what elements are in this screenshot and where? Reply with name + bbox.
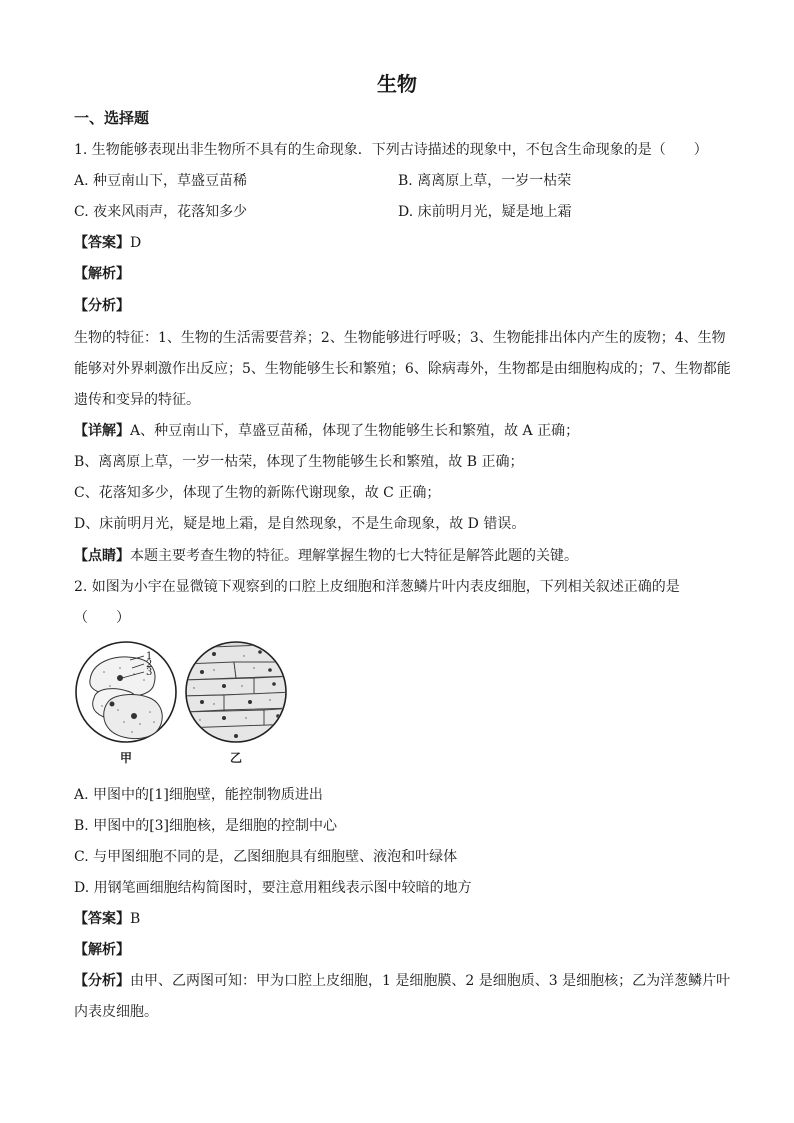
q1-answer bbox=[74, 233, 141, 253]
fenxi-text: 由甲、乙两图可知：甲为口腔上皮细胞，1 是细胞膜、2 是细胞质、3 是细胞核；乙为洋葱鳞片叶 bbox=[130, 973, 731, 989]
q2-analysis-line-1 bbox=[74, 971, 730, 991]
q2-option-a: A. 甲图中的[1]细胞壁，能控制物质进出 bbox=[74, 787, 323, 803]
answer-label: 【答案】 bbox=[74, 911, 130, 927]
fig-number-3: 3 bbox=[146, 667, 153, 678]
fig-number-2: 2 bbox=[146, 659, 153, 670]
fig-label-yi: 乙 bbox=[230, 751, 243, 765]
fig-label-jia: 甲 bbox=[120, 751, 133, 765]
page-title: 生物 bbox=[377, 72, 417, 96]
cell-figure bbox=[74, 640, 314, 770]
q2-answer bbox=[74, 909, 140, 929]
q1-option-a: A. 种豆南山下，草盛豆苗稀 bbox=[74, 173, 248, 189]
q1-analysis-line-3: 遗传和变异的特征。 bbox=[74, 392, 200, 408]
cell-diagram bbox=[74, 640, 314, 770]
detail-text: A、种豆南山下，草盛豆苗稀，体现了生物能够生长和繁殖，故 A 正确； bbox=[130, 423, 580, 439]
q2-analysis-line-2: 内表皮细胞。 bbox=[74, 1004, 158, 1020]
detail-label: 【详解】 bbox=[74, 423, 130, 439]
q2-stem-line-1: 2. 如图为小宇在显微镜下观察到的口腔上皮细胞和洋葱鳞片叶内表皮细胞，下列相关叙述正确的是 bbox=[74, 579, 680, 595]
q1-option-c: C. 夜来风雨声，花落知多少 bbox=[74, 204, 248, 220]
q2-option-c: C. 与甲图细胞不同的是，乙图细胞具有细胞壁、液泡和叶绿体 bbox=[74, 849, 458, 865]
q1-detail-line-4: D、床前明月光，疑是地上霜，是自然现象，不是生命现象，故 D 错误。 bbox=[74, 516, 526, 532]
figure-jia bbox=[76, 642, 176, 742]
q1-stem: 1. 生物能够表现出非生物所不具有的生命现象．下列古诗描述的现象中，不包含生命现象的是（ ） bbox=[74, 142, 708, 158]
q1-fenxi-label: 【分析】 bbox=[74, 298, 130, 314]
q1-detail-line-2: B、离离原上草，一岁一枯荣，体现了生物能够生长和繁殖，故 B 正确； bbox=[74, 454, 524, 470]
q2-option-d: D. 用钢笔画细胞结构简图时，要注意用粗线表示图中较暗的地方 bbox=[74, 880, 472, 896]
comment-label: 【点睛】 bbox=[74, 548, 130, 564]
answer-value: D bbox=[130, 235, 142, 251]
fenxi-label: 【分析】 bbox=[74, 973, 130, 989]
q1-detail-line-3: C、花落知多少，体现了生物的新陈代谢现象，故 C 正确； bbox=[74, 485, 441, 501]
answer-value: B bbox=[130, 911, 141, 927]
section-heading: 一、选择题 bbox=[74, 109, 150, 127]
q1-detail-line-1 bbox=[74, 421, 579, 441]
q2-stem-line-2: （ ） bbox=[74, 610, 130, 626]
q2-option-b: B. 甲图中的[3]细胞核，是细胞的控制中心 bbox=[74, 818, 338, 834]
q1-analysis-line-2: 能够对外界刺激作出反应；5、生物能够生长和繁殖；6、除病毒外，生物都是由细胞构成的；7、生物都能 bbox=[74, 361, 731, 377]
q1-option-d: D. 床前明月光，疑是地上霜 bbox=[398, 204, 572, 220]
comment-text: 本题主要考查生物的特征。理解掌握生物的七大特征是解答此题的关键。 bbox=[130, 548, 578, 564]
q1-jiexi-label: 【解析】 bbox=[74, 266, 130, 282]
q1-option-b: B. 离离原上草，一岁一枯荣 bbox=[398, 173, 572, 189]
figure-yi bbox=[184, 642, 294, 750]
fig-number-1: 1 bbox=[146, 651, 153, 662]
q2-jiexi-label: 【解析】 bbox=[74, 942, 130, 958]
answer-label: 【答案】 bbox=[74, 235, 130, 251]
q1-analysis-line-1: 生物的特征：1、生物的生活需要营养；2、生物能够进行呼吸；3、生物能排出体内产生的废物；4、生物 bbox=[74, 330, 726, 346]
q1-comment bbox=[74, 546, 578, 566]
